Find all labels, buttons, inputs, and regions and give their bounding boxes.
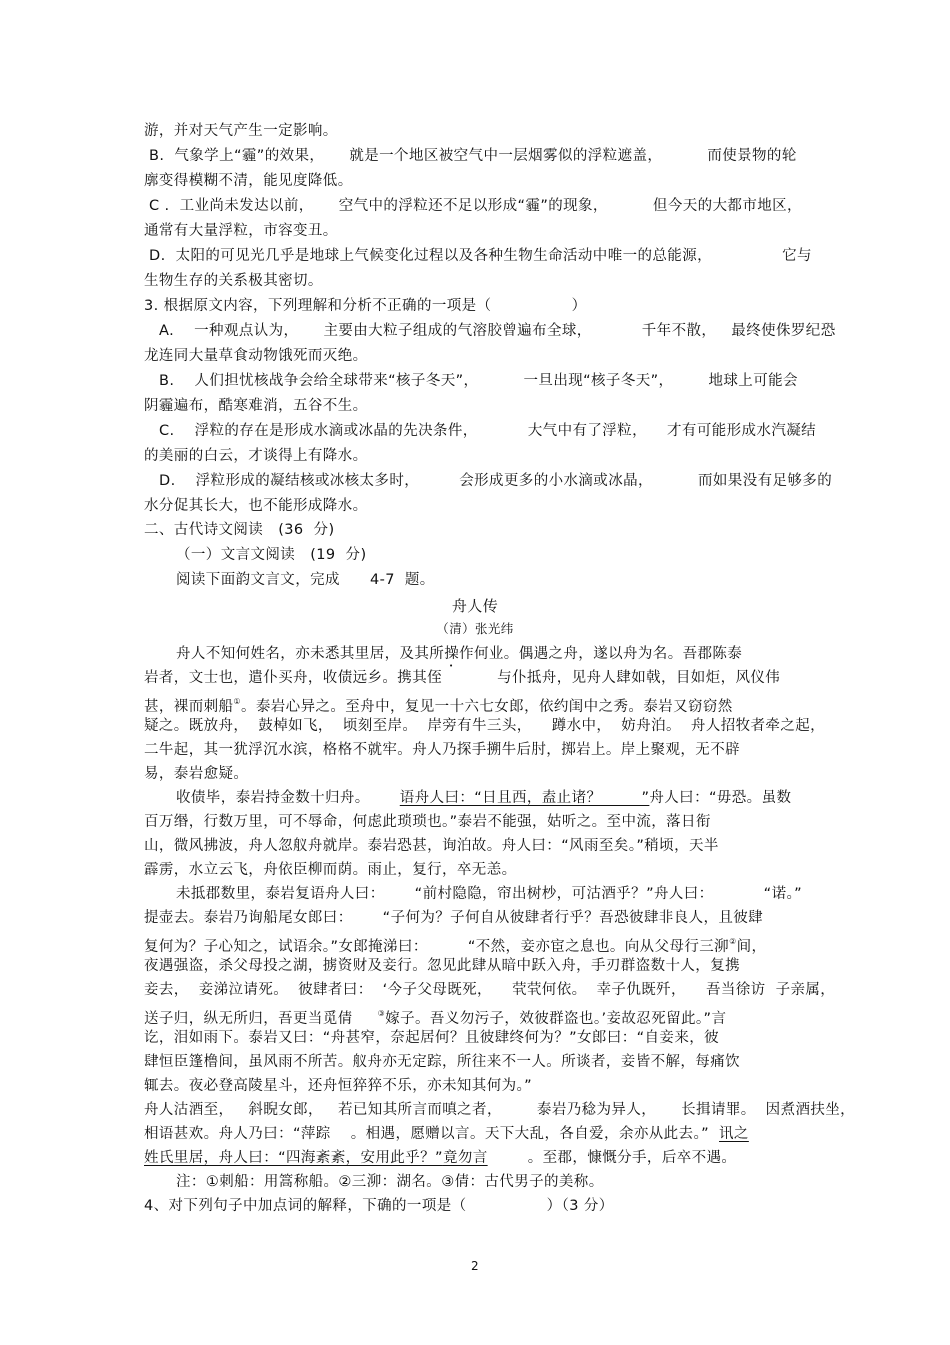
passage-line: 收债毕，泰岩持金数十归舟。 语舟人曰：“日且西，盍止诸？ ”舟人曰：“毋恐。虽数 bbox=[176, 790, 792, 806]
passage-line: 山，微风拂波，舟人忽舣舟就岸。泰岩恐甚，询泊故。舟人曰：“风雨至矣。”稍顷，天半 bbox=[144, 838, 719, 854]
passage-line: 岩者，文士也，遣仆买舟，收债远乡。携其侄 与仆抵舟，见舟人肆如戟，目如炬，风仪伟 bbox=[144, 670, 781, 686]
passage-line: 相语甚欢。舟人乃曰：“萍踪 。相遇，愿赠以言。天下大乱，各自爱，余亦从此去。” 讯之 bbox=[144, 1126, 749, 1142]
text-line: 龙连同大量草食动物饿死而灭绝。 bbox=[144, 348, 368, 364]
passage-line: 舟人不知何姓名，亦未悉其里居，及其所操作何业。偶遇之舟，遂以舟为名。吾郡陈泰 bbox=[176, 646, 743, 662]
passage-line: 疑之。既放舟， 鼓棹如飞， 顷刻至岸。 岸旁有牛三头， 蹲水中， 妨舟泊。 舟人招牧者牵之起， bbox=[144, 718, 826, 734]
underlined-sentence: 姓氏里居，舟人曰：“四海紊紊，安用此乎？” bbox=[144, 1150, 443, 1166]
q3-option-a: A. 一种观点认为， 主要由大粒子组成的气溶胶曾遍布全球， 千年不散， 最终使侏罗纪恐 bbox=[144, 323, 836, 339]
q3-option-d: D. 浮粒形成的凝结核或冰核太多时， 会形成更多的小水滴或冰晶， 而如果没有足够多的 bbox=[144, 473, 833, 489]
passage-line: 夜遇强盗，杀父母投之湖，掳资财及妾行。忽见此肆从暗中跃入舟，手刃群盗数十人，复携 bbox=[144, 958, 740, 974]
passage-line: 复何为？子心知之，试语余。”女郎掩涕曰： “不然，妾亦宦之息也。向从父母行三泖②间， bbox=[144, 937, 767, 955]
text-line: 廓变得模糊不清，能见度降低。 bbox=[144, 173, 353, 189]
footnote-mark: ③ bbox=[377, 1009, 386, 1018]
underlined-sentence: 语舟人曰：“日且西，盍止诸？ ” bbox=[399, 790, 650, 806]
passage-line: 易，泰岩愈疑。 bbox=[144, 766, 249, 782]
footnote-mark: ② bbox=[729, 937, 737, 946]
option-d-line: D. 太阳的可见光几乎是地球上气候变化过程以及各种生物生命活动中唯一的总能源， 它与 bbox=[144, 248, 812, 264]
passage-line: 霹雳，水立云飞，舟依臣柳而荫。雨止，复行，卒无恙。 bbox=[144, 862, 517, 878]
passage-line: 未抵郡数里，泰岩复语舟人曰： “前村隐隐，帘出树杪，可沽酒乎？”舟人曰： “诺。” bbox=[176, 886, 803, 902]
option-c-line: C . 工业尚未发达以前， 空气中的浮粒还不足以形成“霾”的现象， 但今天的大都市地区， bbox=[144, 198, 802, 214]
dotted-word: 操 bbox=[444, 646, 460, 662]
subsection-heading: （一）文言文阅读 (19 分) bbox=[176, 547, 367, 563]
passage-line: 肆恒臣篷橹间，虽风雨不所苦。舣舟亦无定踪，所往来不一人。所谈者，妾皆不解，每痛饮 bbox=[144, 1054, 740, 1070]
page-number: 2 bbox=[470, 1259, 480, 1273]
passage-line: 讫，泪如雨下。泰岩又曰：“舟甚窄，奈起居何？且彼肆终何为？”女郎曰：“自妾来，彼 bbox=[144, 1030, 720, 1046]
text-line: 的美丽的白云，才谈得上有降水。 bbox=[144, 448, 368, 464]
passage-line: 妾去， 妾涕泣请死。 彼肆者曰： ‘今子父母既死， 茕茕何依。 幸子仇既歼， 吾当徐访 子亲属， bbox=[144, 982, 836, 998]
section-heading: 二、古代诗文阅读 (36 分) bbox=[144, 522, 335, 538]
footnote-mark: ① bbox=[233, 697, 241, 706]
passage-line: 提壶去。泰岩乃询船尾女郎曰： “子何为？子何自从彼肆者行乎？吾恐彼肆非良人，且彼肆 bbox=[144, 910, 764, 926]
underlined-sentence: 讯之 bbox=[719, 1126, 749, 1142]
passage-title: 舟人传 bbox=[451, 597, 499, 615]
passage-line: 二牛起，其一犹浮沉水滨，格格不就牢。舟人乃探手搠牛后肘，掷岩上。岸上聚观，无不辟 bbox=[144, 742, 740, 758]
q3-option-b: B. 人们担忧核战争会给全球带来“核子冬天”， 一旦出现“核子冬天”， 地球上可能会 bbox=[144, 373, 798, 389]
question-4: 4、对下列句子中加点词的解释，下确的一项是（ ）（3 分） bbox=[144, 1198, 614, 1214]
instruction-line: 阅读下面韵文言文，完成 4-7 题。 bbox=[176, 572, 435, 588]
passage-line: 送子归，纵无所归，吾更当觅倩 ③嫁子。吾义勿污子，效彼群盗也。’妾故忍死留此。”言 bbox=[144, 1009, 727, 1027]
passage-line: 百万缗，行数万里，可不辱命，何虑此琐琐也。”泰岩不能强，姑听之。至中流，落日衔 bbox=[144, 814, 711, 830]
text-line: 通常有大量浮粒，市容变丑。 bbox=[144, 223, 338, 239]
q3-option-c: C. 浮粒的存在是形成水滴或冰晶的先决条件， 大气中有了浮粒， 才有可能形成水汽凝结 bbox=[144, 423, 817, 439]
text-line: 阴霾遍布，酷寒难消，五谷不生。 bbox=[144, 398, 368, 414]
text-line: 水分促其长大，也不能形成降水。 bbox=[144, 498, 368, 514]
passage-line: 舟人沽酒至， 斜睨女郎， 若已知其所言而嗔之者， 泰岩乃稔为异人， 长揖请罪。 因煮酒扶坐， bbox=[144, 1102, 856, 1118]
passage-line: 辄去。夜必登高陵星斗，还舟恒猝猝不乐，亦未知其何为。” bbox=[144, 1078, 533, 1094]
passage-line: 甚，裸而刺船①。泰岩心异之。至舟中，复见一十六七女郎，依约闺中之秀。泰岩又窃窃然 bbox=[144, 697, 733, 715]
footnote: 注：①刺船：用篙称船。②三泖：湖名。③倩：古代男子的美称。 bbox=[176, 1174, 604, 1190]
text-line: 游，并对天气产生一定影响。 bbox=[144, 123, 338, 139]
question-3: 3. 根据原文内容，下列理解和分析不正确的一项是（ ） bbox=[144, 298, 587, 314]
option-b-line: B. 气象学上“霾”的效果， 就是一个地区被空气中一层烟雾似的浮粒遮盖， 而使景物的轮 bbox=[144, 148, 797, 164]
text-line: 生物生存的关系极其密切。 bbox=[144, 273, 323, 289]
passage-author: （清）张光纬 bbox=[436, 621, 514, 636]
passage-line: 姓氏里居，舟人曰：“四海紊紊，安用此乎？”竟勿言 。至郡，慷慨分手，后卒不遇。 bbox=[144, 1150, 737, 1166]
